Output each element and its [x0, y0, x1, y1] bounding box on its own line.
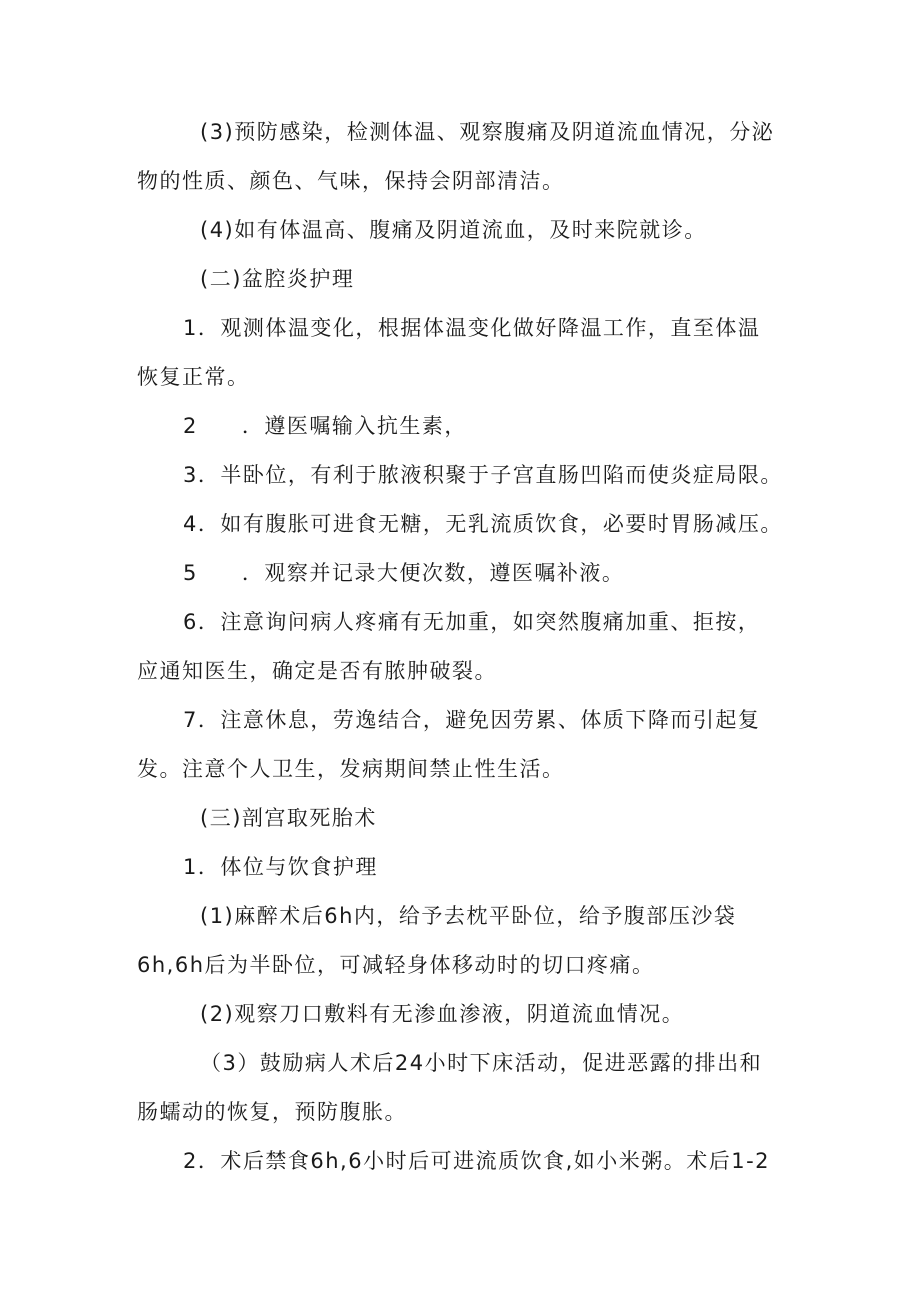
- paragraph-line: (1)麻醉术后6h内，给予去枕平卧位，给予腹部压沙袋: [200, 904, 737, 928]
- list-item-number: 2: [183, 414, 198, 438]
- paragraph-line: (2)观察刀口敷料有无渗血渗液，阴道流血情况。: [200, 1002, 685, 1026]
- list-item: 2．术后禁食6h,6小时后可进流质饮食,如小米粥。术后1-2: [183, 1149, 771, 1173]
- list-item: [183, 558, 624, 588]
- paragraph-line: (3)预防感染，检测体温、观察腹痛及阴道流血情况，分泌: [200, 120, 775, 144]
- paragraph-line: 应通知医生，确定是否有脓肿破裂。: [137, 659, 497, 683]
- list-item-number: 5: [183, 561, 198, 585]
- paragraph-line: （3）鼓励病人术后24小时下床活动，促进恶露的排出和: [200, 1051, 763, 1075]
- paragraph-line: 发。注意个人卫生，发病期间禁止性生活。: [137, 757, 565, 781]
- list-item: 6．注意询问病人疼痛有无加重，如突然腹痛加重、拒按，: [183, 610, 761, 634]
- paragraph-line: (4)如有体温高、腹痛及阴道流血，及时来院就诊。: [200, 218, 707, 242]
- list-item: [183, 411, 467, 441]
- paragraph-line: 恢复正常。: [137, 365, 250, 389]
- paragraph-line: 物的性质、颜色、气味，保持会阴部清洁。: [137, 169, 565, 193]
- paragraph-line: 6h,6h后为半卧位，可减轻身体移动时的切口疼痛。: [137, 953, 655, 977]
- list-item-text: ．遵医嘱输入抗生素，: [241, 414, 467, 438]
- paragraph-line: 肠蠕动的恢复，预防腹胀。: [137, 1100, 407, 1124]
- list-item: 4．如有腹胀可进食无糖，无乳流质饮食，必要时胃肠减压。: [183, 512, 783, 536]
- list-item: 1．观测体温变化，根据体温变化做好降温工作，直至体温: [183, 316, 761, 340]
- list-item: 7．注意休息，劳逸结合，避免因劳累、体质下降而引起复: [183, 708, 761, 732]
- list-item: 1．体位与饮食护理: [183, 855, 378, 879]
- section-heading: (三)剖宫取死胎术: [200, 806, 377, 830]
- list-item-text: ．观察并记录大便次数，遵医嘱补液。: [241, 561, 625, 585]
- section-heading: (二)盆腔炎护理: [200, 267, 355, 291]
- list-item: 3．半卧位，有利于脓液积聚于子宫直肠凹陷而使炎症局限。: [183, 463, 783, 487]
